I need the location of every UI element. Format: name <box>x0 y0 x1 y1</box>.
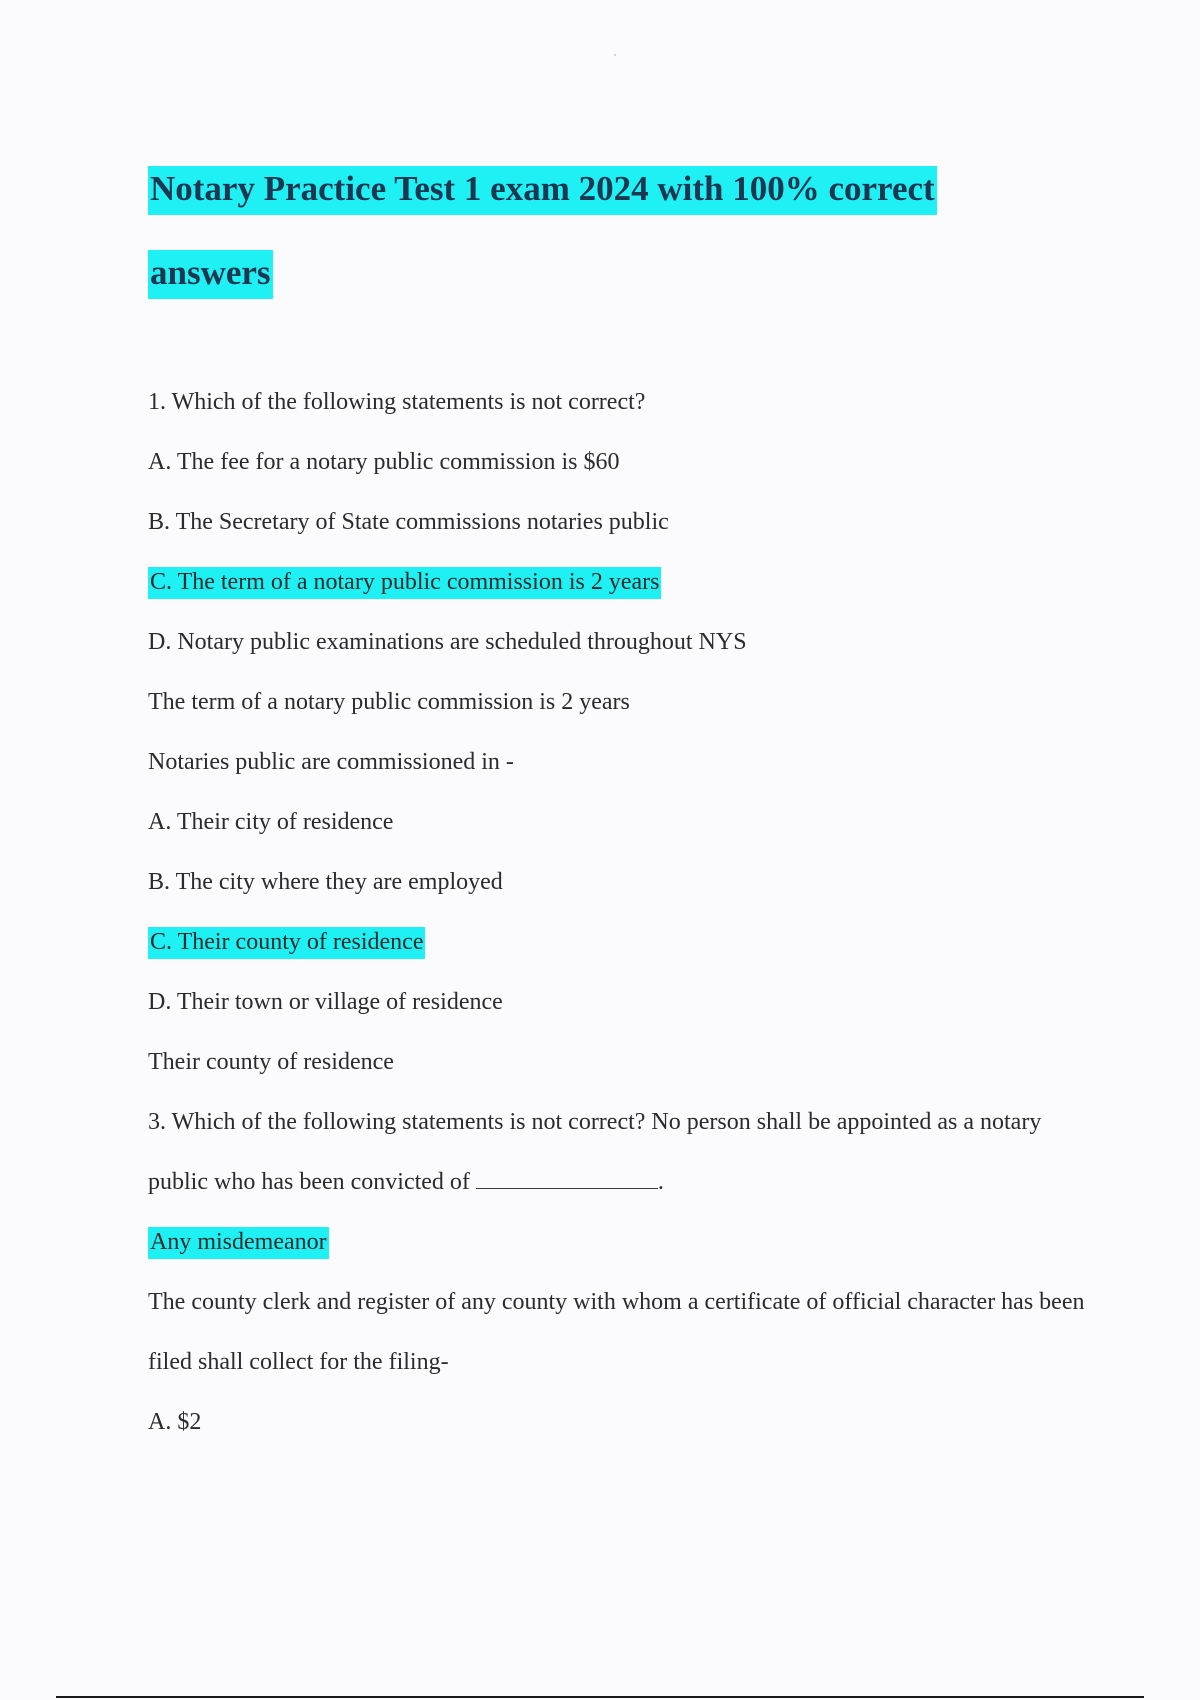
footer-rule <box>56 1696 1144 1698</box>
question-3-period: . <box>657 1169 664 1195</box>
highlighted-answer: C. Their county of residence <box>148 927 425 959</box>
question-1-option-d: D. Notary public examinations are scheduled throughout NYS <box>148 629 747 655</box>
highlighted-answer: Any misdemeanor <box>148 1227 329 1259</box>
title-highlight: Notary Practice Test 1 exam 2024 with 100% correct answers <box>148 166 937 299</box>
question-2-option-a: A. Their city of residence <box>148 809 394 835</box>
question-2-option-d: D. Their town or village of residence <box>148 989 503 1015</box>
question-1-option-b: B. The Secretary of State commissions notaries public <box>148 509 669 535</box>
question-4-option-a: A. $2 <box>148 1409 202 1435</box>
question-1-answer: The term of a notary public commission is 2 years <box>148 689 630 715</box>
question-2-option-b: B. The city where they are employed <box>148 869 503 895</box>
question-3-answer <box>148 1212 1088 1272</box>
question-3 <box>148 1092 1088 1212</box>
question-3-text: 3. Which of the following statements is not correct? No person shall be appointed as a notary public who has been convicted of <box>148 1109 1042 1195</box>
question-1-option-a: A. The fee for a notary public commission is $60 <box>148 449 620 475</box>
question-2-answer: Their county of residence <box>148 1049 394 1075</box>
highlighted-answer: C. The term of a notary public commission is 2 years <box>148 567 661 599</box>
question-2: Notaries public are commissioned in - <box>148 749 514 775</box>
page-speck <box>614 54 616 56</box>
question-1-option-c-correct <box>148 552 1088 612</box>
question-1: 1. Which of the following statements is not correct? <box>148 389 646 415</box>
question-list <box>148 372 1088 1452</box>
question-4: The county clerk and register of any county with whom a certificate of official character has been filed shall collect for the filing- <box>148 1289 1085 1375</box>
document-title <box>148 147 1048 315</box>
question-2-option-c-correct <box>148 912 1088 972</box>
fill-in-blank <box>476 1166 658 1189</box>
